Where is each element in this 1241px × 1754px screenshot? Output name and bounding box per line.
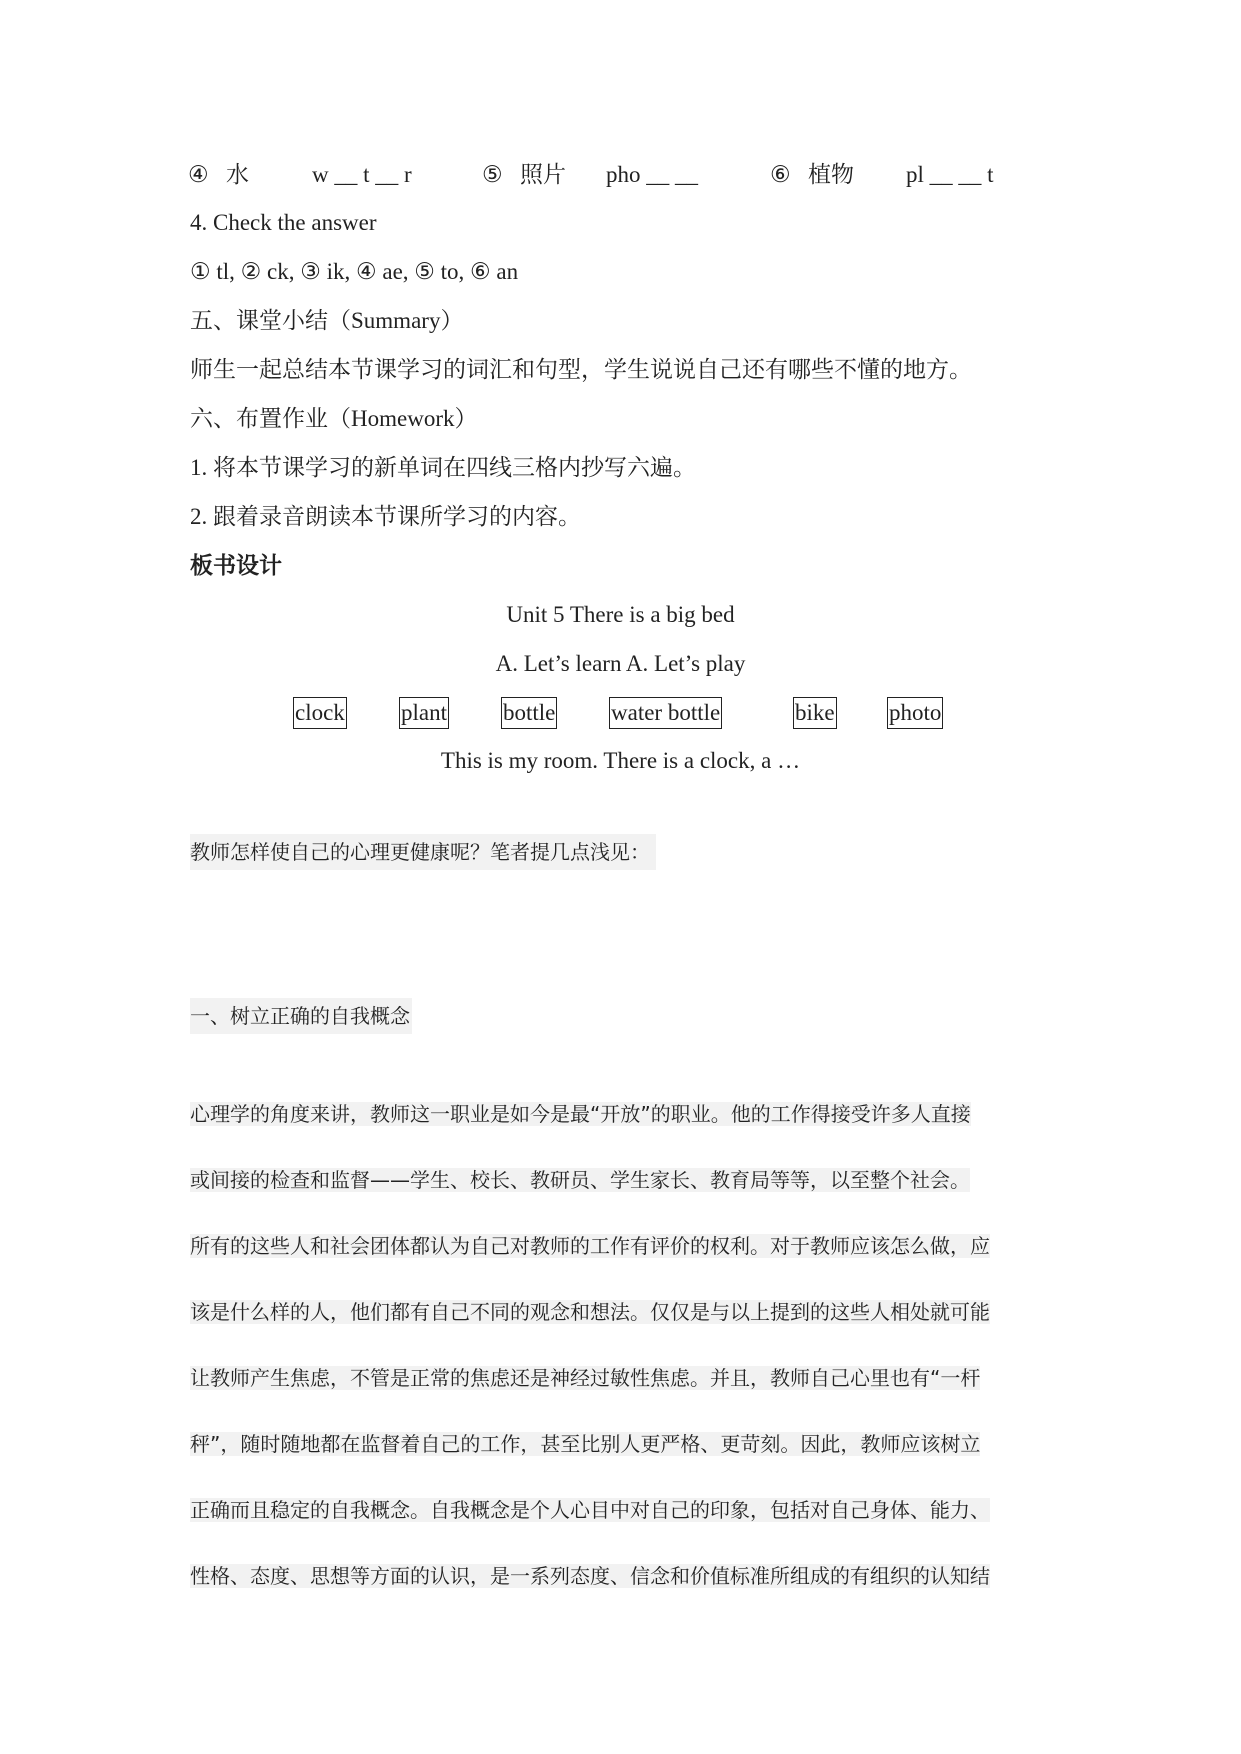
- board-heading: 板书设计: [190, 553, 282, 578]
- exercise-num: ④: [188, 162, 209, 187]
- exercise-blank: pl __ __ t: [906, 162, 994, 187]
- check-heading: 4. Check the answer: [190, 210, 377, 235]
- paragraph-line: 心理学的角度来讲，教师这一职业是如今是最“开放”的职业。他的工作得接受许多人直接: [190, 1102, 971, 1126]
- check-answers: ① tl, ② ck, ③ ik, ④ ae, ⑤ to, ⑥ an: [190, 259, 519, 284]
- body-paragraph: [190, 1096, 1063, 1624]
- board-word-box: photo: [887, 697, 943, 729]
- exercise-blank: pho __ __: [606, 162, 698, 187]
- intro-question: 教师怎样使自己的心理更健康呢？笔者提几点浅见：: [190, 834, 656, 870]
- paragraph-line: 或间接的检查和监督——学生、校长、教研员、学生家长、教育局等等，以至整个社会。: [190, 1168, 970, 1192]
- exercise-chinese: 照片: [520, 162, 566, 187]
- board-word-box: bike: [793, 697, 837, 729]
- board-word-box: water bottle: [609, 697, 722, 729]
- board-unit-title: Unit 5 There is a big bed: [506, 602, 735, 627]
- homework-heading: 六、布置作业（Homework）: [190, 406, 478, 431]
- homework-item: 2. 跟着录音朗读本节课所学习的内容。: [190, 504, 581, 529]
- paragraph-line: 性格、态度、思想等方面的认识，是一系列态度、信念和价值标准所组成的有组织的认知结: [190, 1564, 990, 1588]
- summary-heading: 五、课堂小结（Summary）: [190, 308, 464, 333]
- board-word-box: clock: [293, 697, 347, 729]
- exercise-chinese: 水: [226, 162, 249, 187]
- board-word-box: bottle: [501, 697, 557, 729]
- paragraph-line: 正确而且稳定的自我概念。自我概念是个人心目中对自己的印象，包括对自己身体、能力、: [190, 1498, 990, 1522]
- board-word-box: plant: [399, 697, 449, 729]
- exercise-blank: w __ t __ r: [312, 162, 412, 187]
- board-sentence: This is my room. There is a clock, a …: [440, 748, 801, 773]
- paragraph-line: 让教师产生焦虑，不管是正常的焦虑还是神经过敏性焦虑。并且，教师自己心里也有“一杆: [190, 1366, 981, 1390]
- board-sections: A. Let’s learn A. Let’s play: [495, 651, 746, 676]
- summary-text: 师生一起总结本节课学习的词汇和句型，学生说说自己还有哪些不懂的地方。: [190, 357, 972, 382]
- section-one-heading: 一、树立正确的自我概念: [190, 998, 412, 1034]
- exercise-num: ⑥: [770, 162, 791, 187]
- homework-item: 1. 将本节课学习的新单词在四线三格内抄写六遍。: [190, 455, 696, 480]
- board-word-row: [0, 697, 1241, 731]
- paragraph-line: 秤”，随时随地都在监督着自己的工作，甚至比别人更严格、更苛刻。因此，教师应该树立: [190, 1432, 981, 1456]
- exercise-num: ⑤: [482, 162, 503, 187]
- exercise-row: [0, 160, 1241, 190]
- exercise-chinese: 植物: [808, 162, 854, 187]
- paragraph-line: 所有的这些人和社会团体都认为自己对教师的工作有评价的权利。对于教师应该怎么做，应: [190, 1234, 990, 1258]
- paragraph-line: 该是什么样的人，他们都有自己不同的观念和想法。仅仅是与以上提到的这些人相处就可能: [190, 1300, 990, 1324]
